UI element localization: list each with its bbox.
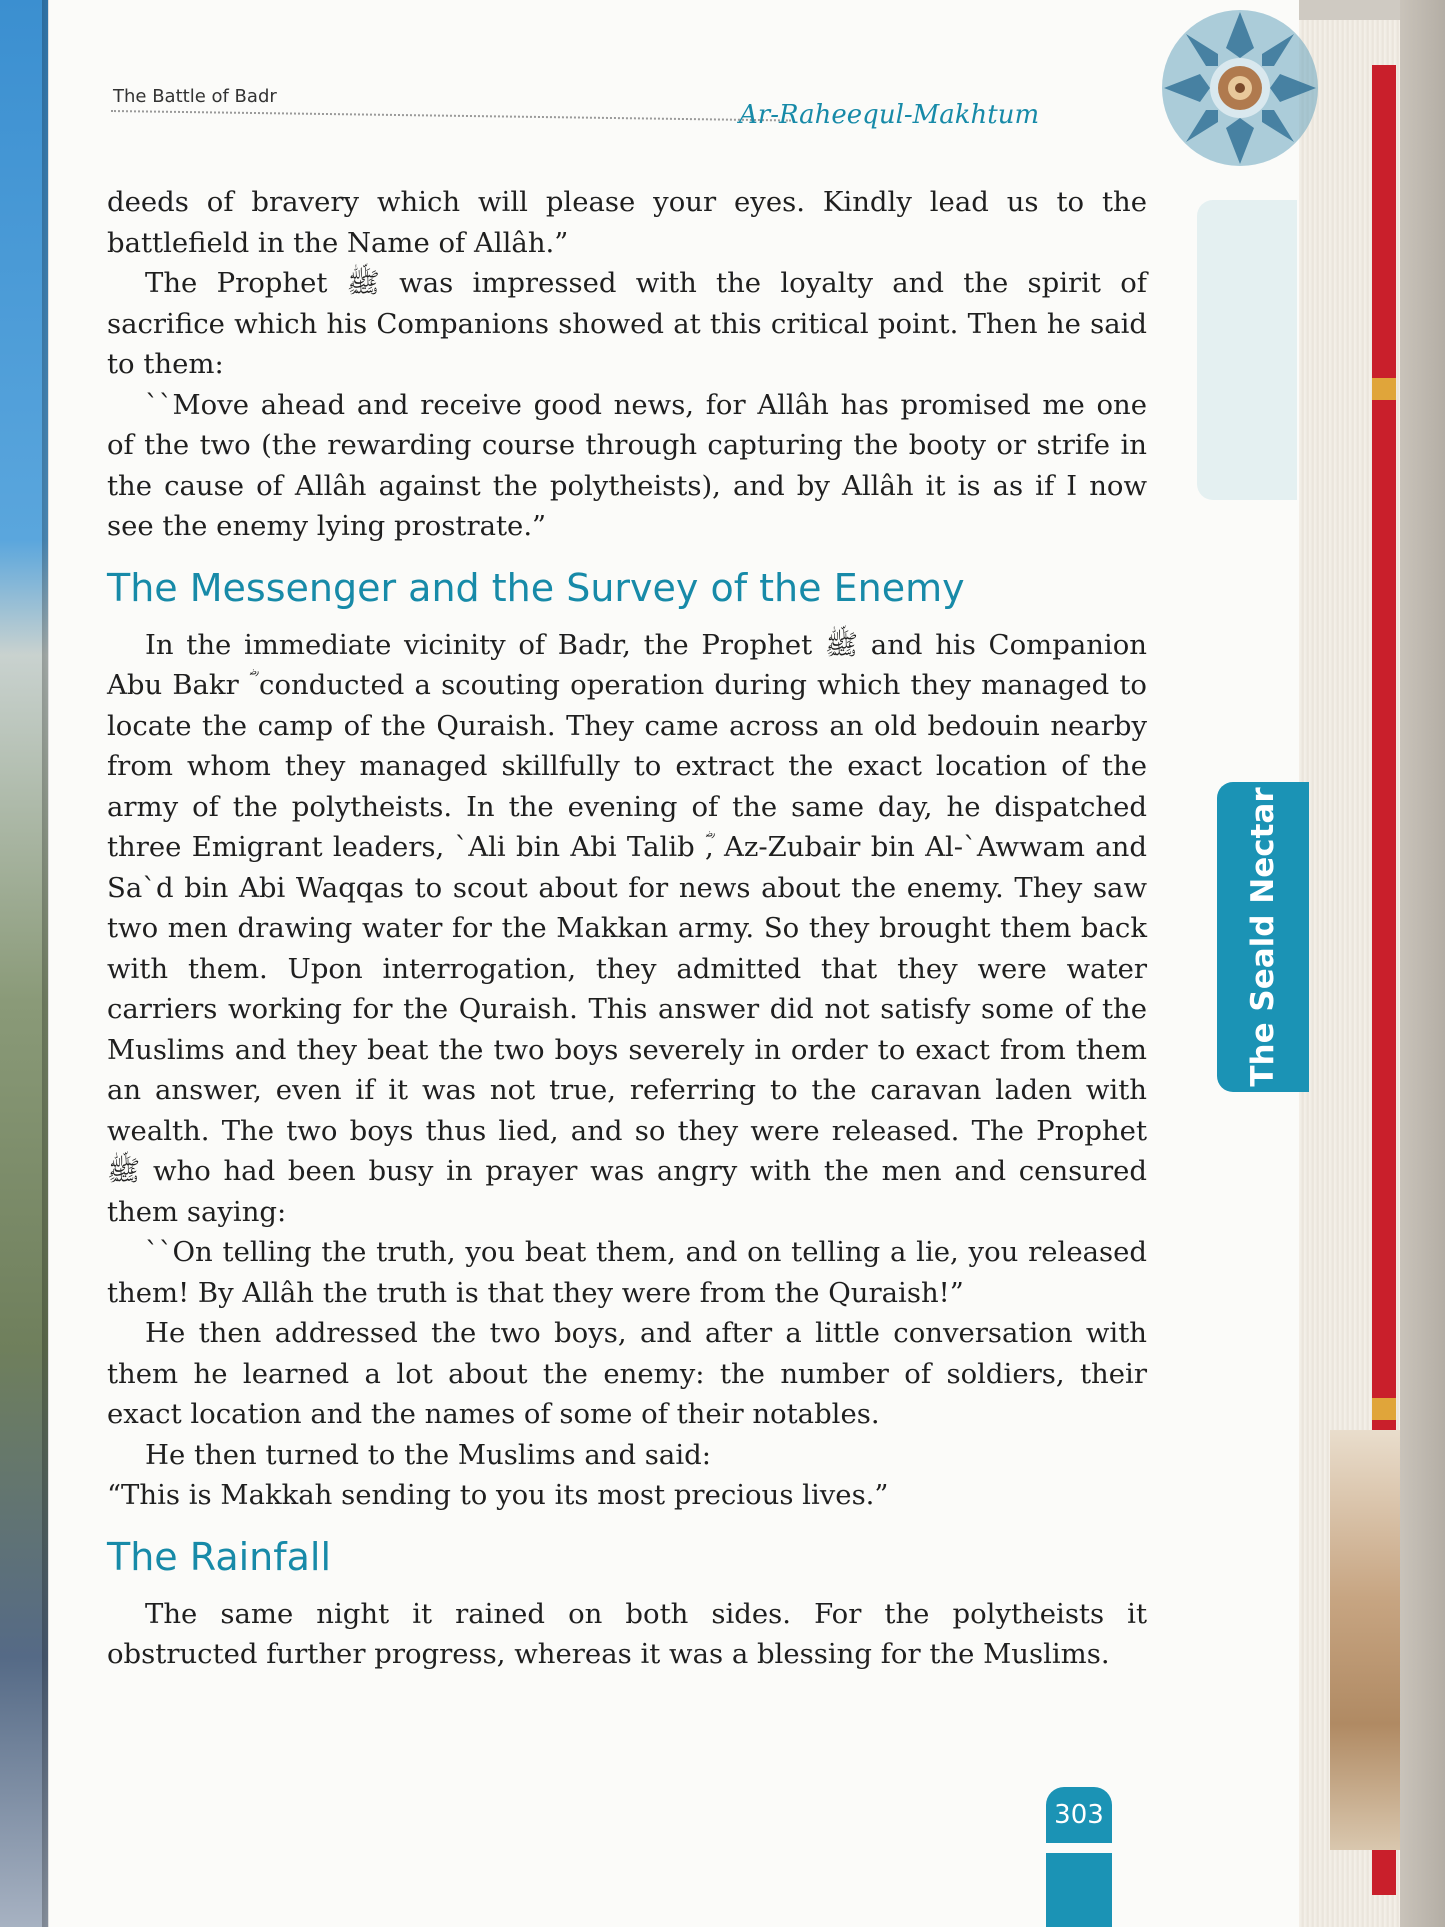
book-page xyxy=(48,0,1299,1927)
book-cover-edge xyxy=(1400,0,1445,1927)
paragraph: The Prophet ﷺ was impressed with the loyalty and the spirit of sacrifice which his Companions showed at this critical point. Then he said to them: xyxy=(107,267,1147,380)
gold-edge-mark xyxy=(1372,1398,1396,1420)
quote-paragraph: ``Move ahead and receive good news, for Allâh has promised me one of the two (the rewarding course through capturing the booty or strife in the cause of Allâh against the polytheists), and by Allâh it is as if I now see the enemy lying prostrate.” xyxy=(107,388,1147,542)
quote-paragraph: ``On telling the truth, you beat them, and on telling a lie, you released them! By Allâh the truth is that they were from the Quraish!” xyxy=(107,1236,1147,1309)
book-side-tab xyxy=(1217,782,1309,1092)
body-text xyxy=(107,182,1147,1675)
paragraph: He then turned to the Muslims and said: xyxy=(145,1438,711,1471)
quote-paragraph: “This is Makkah sending to you its most precious lives.” xyxy=(107,1479,889,1511)
page-number: 303 xyxy=(1046,1787,1112,1843)
paragraph: In the immediate vicinity of Badr, the Prophet ﷺ and his Companion Abu Bakr ؓ conducted a scouting operation during which they managed to locate the camp of the Quraish. They came across an old bedouin nearby from whom they managed skillfully to extract the exact location of the army of the polytheists. In the evening of the same day, he dispatched three Emigrant leaders, `Ali bin Abi Talib ؓ, Az-Zubair bin Al-`Awwam and Sa`d bin Abi Waqqas to scout about for news about the enemy. They saw two men drawing water for the Makkan army. So they brought them back with them. Upon interrogation, they admitted that they were water carriers working for the Quraish. This answer did not satisfy some of the Muslims and they beat the two boys severely in order to exact from them an answer, even if it was not true, referring to the caravan laden with wealth. The two boys thus lied, and so they were released. The Prophet ﷺ who had been busy in prayer was angry with the men and censured them saying: xyxy=(107,628,1147,1228)
chapter-running-head: The Battle of Badr xyxy=(113,86,277,107)
paragraph: deeds of bravery which will please your eyes. Kindly lead us to the battlefield in the Name of Allâh.” xyxy=(107,186,1147,259)
paragraph: The same night it rained on both sides. For the polytheists it obstructed further progress, whereas it was a blessing for the Muslims. xyxy=(107,1597,1147,1670)
rosette-ornament-icon xyxy=(1135,8,1345,178)
section-heading: The Messenger and the Survey of the Enemy xyxy=(107,565,965,610)
section-heading: The Rainfall xyxy=(107,1534,332,1579)
paragraph: He then addressed the two boys, and after a little conversation with them he learned a lot about the enemy: the number of soldiers, their exact location and the names of some of their notables. xyxy=(107,1317,1147,1430)
page-number-strip xyxy=(1046,1853,1112,1927)
bleed-through-tab xyxy=(1197,200,1297,500)
book-title: Ar-Raheequl-Makhtum xyxy=(739,100,1040,130)
side-tab-label: The Seald Nectar xyxy=(1245,787,1281,1087)
gold-edge-mark xyxy=(1372,378,1396,400)
photo-page-edge xyxy=(1330,1430,1400,1850)
header-dotted-rule xyxy=(111,110,791,121)
